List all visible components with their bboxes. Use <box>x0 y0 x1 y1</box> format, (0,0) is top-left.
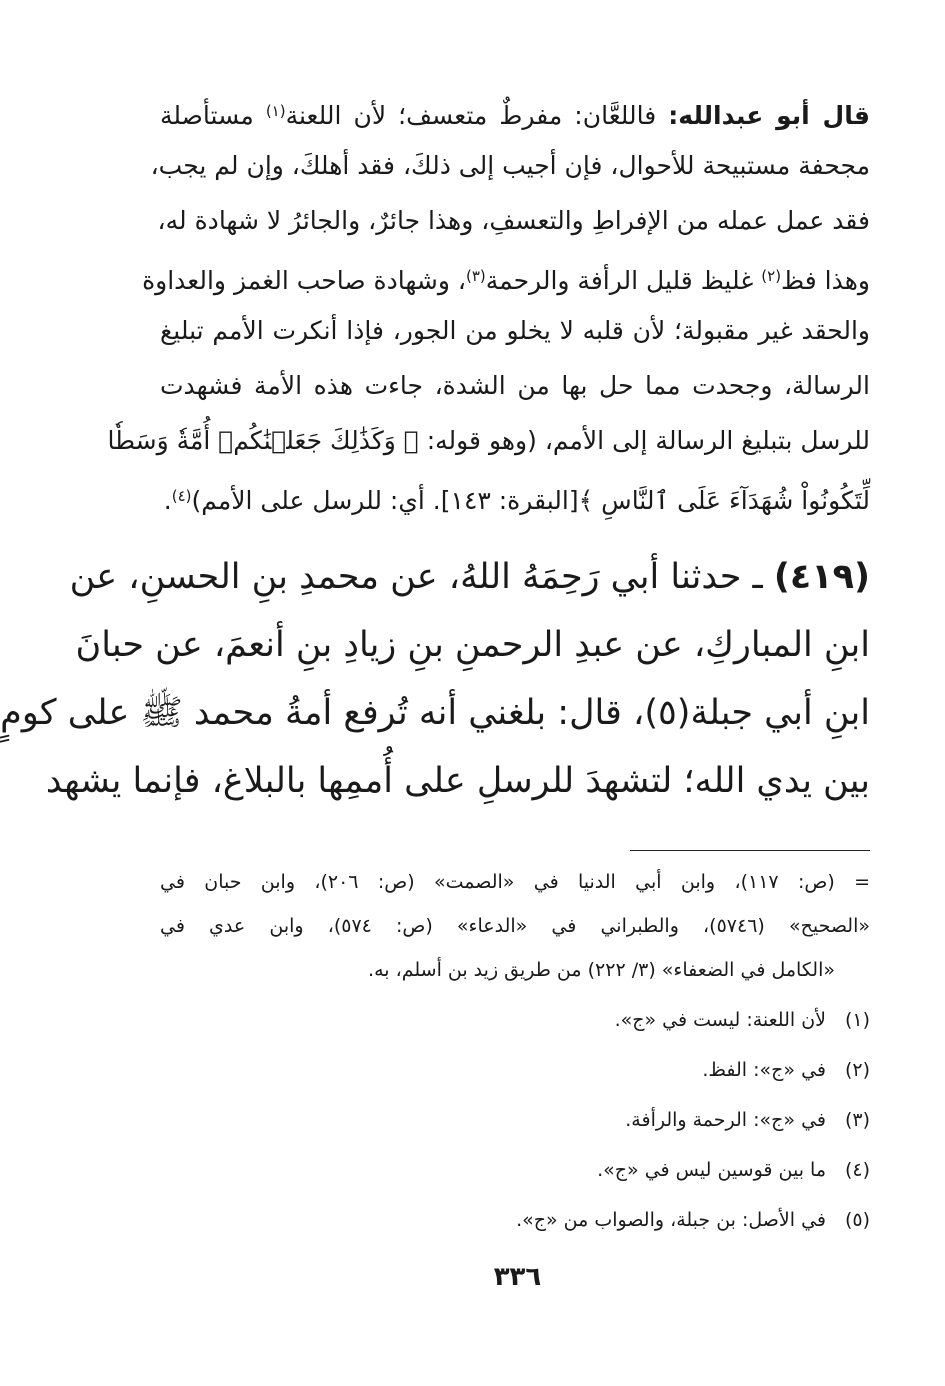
commentary-line-6 <box>160 371 870 401</box>
commentary-line-5 <box>160 316 870 346</box>
commentary-lead: قال أبو عبدالله: <box>668 101 871 130</box>
hadith-number: (٤١٩) <box>773 557 870 597</box>
commentary-text: وهذا فظ <box>781 266 870 295</box>
footnote-text: «الكامل في الضعفاء» (٣/ ٢٢٢) من طريق زيد بن أسلم، به. <box>368 959 835 981</box>
footnote-5 <box>160 1206 870 1234</box>
hadith-text: ابنِ أبي جبلة(٥)، قال: بلغني أنه تُرفع أمةُ محمد ﷺ على كومٍ <box>0 693 870 733</box>
hadith-line-4 <box>45 757 870 805</box>
hadith-line-2 <box>75 621 870 669</box>
commentary-text: الرسالة، وجحدت مما حل بها من الشدة، جاءت هذه الأمة فشهدت <box>160 371 870 400</box>
commentary-line-7 <box>107 426 870 456</box>
footnote-number: (٥) <box>844 1209 870 1231</box>
commentary-text: مجحفة مستبيحة للأحوال، فإن أجيب إلى ذلكَ، فقد أهلكَ، وإن لم يجب، <box>150 151 870 180</box>
footnote-text: في «ج»: الفظ. <box>702 1059 826 1081</box>
hadith-line-1 <box>69 553 870 601</box>
quran-verse: لِّتَكُونُواْ شُهَدَآءَ عَلَى ٱلنَّاسِ ﴾[البقرة: ١٤٣]. أي: للرسل على الأمم) <box>191 486 870 515</box>
footnote-text: «الصحيح» (٥٧٤٦)، والطبراني في «الدعاء» (ص: ٥٧٤)، وابن عدي في <box>160 915 871 937</box>
commentary-line-4 <box>142 261 870 296</box>
commentary-text: فاللعَّان: مفرطٌ متعسف؛ لأن اللعنة <box>285 101 669 130</box>
commentary-text: مستأصلة <box>160 101 266 130</box>
commentary-line-8 <box>160 481 870 516</box>
commentary-text: والحقد غير مقبولة؛ لأن قلبه لا يخلو من الجور، فإذا أنكرت الأمم تبليغ <box>160 316 870 345</box>
footnote-text: = (ص: ١١٧)، وابن أبي الدنيا في «الصمت» (ص: ٢٠٦)، وابن حبان في <box>160 871 870 893</box>
footnote-number: (٤) <box>844 1159 870 1181</box>
hadith-line-3 <box>0 689 870 737</box>
commentary-text: غليظ قليل الرأفة والرحمة <box>485 266 762 295</box>
hadith-text: بين يدي الله؛ لتشهدَ للرسلِ على أُممِها بالبلاغ، فإنما يشهد <box>45 761 870 801</box>
footnote-continuation-line <box>160 912 870 940</box>
commentary-text: ، وشهادة صاحب الغمز والعداوة <box>142 266 466 295</box>
footnote-divider <box>630 850 870 851</box>
footnote-number: (٢) <box>844 1059 870 1081</box>
commentary-line-2 <box>150 151 870 181</box>
footnote-number: (١) <box>844 1009 870 1031</box>
commentary-text: فقد عمل عمله من الإفراطِ والتعسفِ، وهذا جائرٌ، والجائرُ لا شهادة له، <box>157 206 870 235</box>
footnote-text: لأن اللعنة: ليست في «ج». <box>614 1009 826 1031</box>
footnote-ref[interactable]: (٢) <box>761 267 782 285</box>
footnote-2 <box>160 1056 870 1084</box>
commentary-text: للرسل بتبليغ الرسالة إلى الأمم، (وهو قوله: ﴿ وَكَذَٰلِكَ جَعَلۡنَٰكُمۡ أُمَّةٗ وَسَطٗا <box>107 426 870 455</box>
footnote-1 <box>160 1006 870 1034</box>
footnote-ref[interactable]: (٤) <box>171 487 192 505</box>
footnote-continuation-line <box>125 956 835 984</box>
footnote-text: في «ج»: الرحمة والرأفة. <box>625 1109 826 1131</box>
commentary-line-1 <box>160 96 870 131</box>
footnote-text: في الأصل: بن جبلة، والصواب من «ج». <box>516 1209 826 1231</box>
page-number: ٣٣٦ <box>493 1262 542 1292</box>
commentary-text: . <box>163 486 172 515</box>
footnote-text: ما بين قوسين ليس في «ج». <box>597 1159 826 1181</box>
hadith-text: ـ حدثنا أبي رَحِمَهُ اللهُ، عن محمدِ بنِ الحسنِ، عن <box>69 557 763 597</box>
hadith-text: ابنِ المباركِ، عن عبدِ الرحمنِ بنِ زيادِ بنِ أنعمَ، عن حبانَ <box>75 625 870 665</box>
footnote-ref[interactable]: (١) <box>265 102 286 120</box>
footnote-continuation-line <box>160 868 870 896</box>
footnote-4 <box>160 1156 870 1184</box>
footnote-3 <box>160 1106 870 1134</box>
footnote-number: (٣) <box>844 1109 870 1131</box>
commentary-line-3 <box>157 206 870 236</box>
footnote-ref[interactable]: (٣) <box>465 267 486 285</box>
